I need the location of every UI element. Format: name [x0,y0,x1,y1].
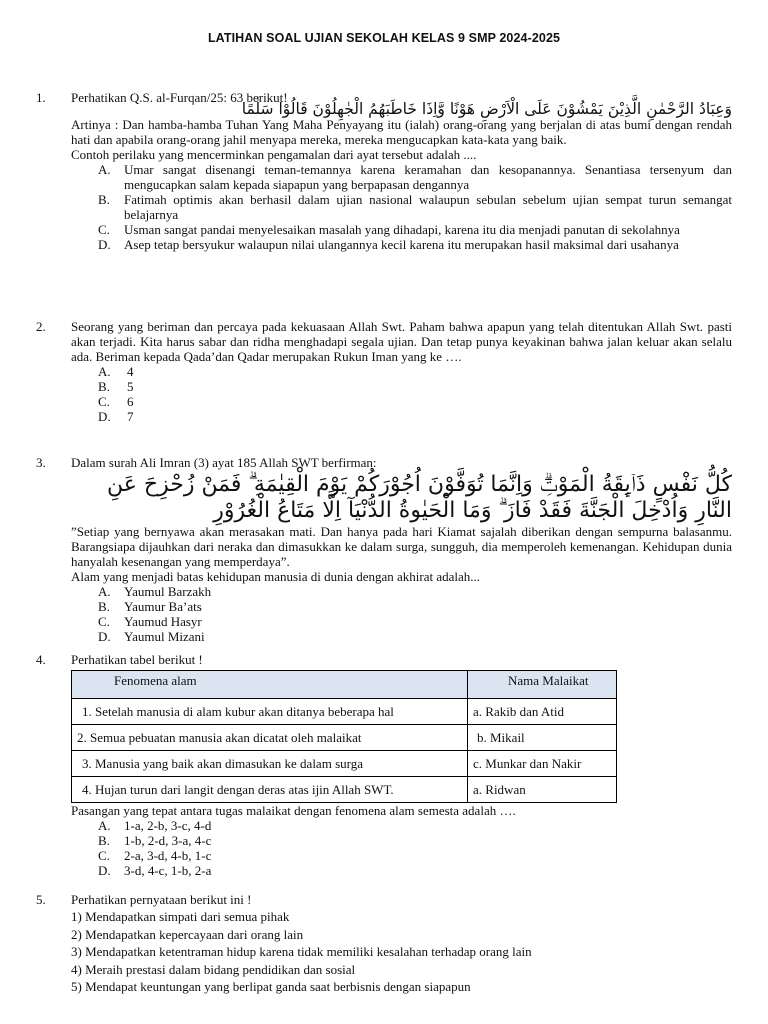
question-text: Seorang yang beriman dan percaya pada kekuasaan Allah Swt. Paham bahwa apapun yang telah ditentukan Allah Swt. pasti akan terjadi. Kita harus sabar dan ridha menghadapi segala ujian. Dan tetap punya keyakinan bahwa jalan keluar akan selalu ada. Beriman kepada Qada’dan Qadar merupakan Rukun Iman yang ke …. [71,319,732,364]
option-letter: C. [98,222,110,237]
verse-translation: ”Setiap yang bernyawa akan merasakan mati. Dan hanya pada hari Kiamat sajalah diberikan dengan sempurna balasanmu. Barangsiapa dijauhkan dari neraka dan dimasukkan ke dalam surga, sungguh, dia memperoleh kemenangan. Kehidupan dunia hanyalah kesenangan yang memperdaya”. [71,524,732,569]
option-letter: B. [98,833,110,848]
option-letter: B. [98,599,110,614]
table-row [72,751,617,777]
option-c[interactable] [71,848,732,863]
option-letter: C. [98,394,110,409]
option-c[interactable] [71,614,732,629]
statement-item: 1) Mendapatkan simpati dari semua pihak [71,909,290,924]
question-number: 5. [36,892,46,907]
option-letter: A. [98,364,111,379]
option-text: Umar sangat disenangi teman-temannya karena keramahan dan kesopanannya. Senantiasa tersenyum dan mengucapkan salam kepada siapapun yang berpapasan dengannya [124,162,732,192]
angel-table [71,670,617,803]
statement-item: 2) Mendapatkan kepercayaan dari orang lain [71,926,304,942]
statement-item: 4) Meraih prestasi dalam bidang pendidikan dan sosial [71,961,356,977]
option-letter: D. [98,863,111,878]
table-cell: 1. Setelah manusia di alam kubur akan ditanya beberapa hal [72,699,468,725]
option-b[interactable] [71,599,732,614]
table-cell: a. Ridwan [468,777,617,803]
option-b[interactable] [71,833,732,848]
option-text: 4 [127,364,134,379]
table-row [72,777,617,803]
table-header-row [72,671,617,699]
question-number: 1. [36,90,46,105]
table-cell: 2. Semua pebuatan manusia akan dicatat oleh malaikat [72,725,468,751]
table-cell: c. Munkar dan Nakir [468,751,617,777]
option-text: Asep tetap bersyukur walaupun nilai ulangannya kecil karena itu merupakan hasil maksimal dari usahanya [124,237,679,252]
option-text: Yaumur Ba’ats [124,599,202,614]
option-text: 1-a, 2-b, 3-c, 4-d [124,818,212,833]
option-text: Fatimah optimis akan berhasil dalam ujian nasional walaupun sebulan sebelum ujian sempat turun semangat belajarnya [124,192,732,222]
table-cell: 4. Hujan turun dari langit dengan deras atas ijin Allah SWT. [72,777,468,803]
option-text: 1-b, 2-d, 3-a, 4-c [124,833,212,848]
option-b[interactable] [71,192,732,222]
question-number: 2. [36,319,46,334]
option-letter: D. [98,237,111,252]
option-d[interactable] [71,629,732,644]
option-d[interactable] [71,409,732,424]
question-text: Alam yang menjadi batas kehidupan manusia di dunia dengan akhirat adalah... [71,569,481,584]
option-b[interactable] [71,379,732,394]
option-letter: D. [98,409,111,424]
option-a[interactable] [71,818,732,833]
table-cell: b. Mikail [468,725,617,751]
option-letter: C. [98,848,110,863]
option-d[interactable] [71,863,732,878]
question-intro: Perhatikan Q.S. al-Furqan/25: 63 berikut! [71,90,288,105]
option-text: Yaumul Barzakh [124,584,212,599]
table-header: Fenomena alam [72,671,468,699]
option-text: Yaumud Hasyr [124,614,202,629]
question-intro: Perhatikan tabel berikut ! [71,652,203,667]
statement-item: 3) Mendapatkan ketentraman hidup karena tidak memiliki kesalahan terhadap orang lain [71,944,532,959]
option-c[interactable] [71,222,732,237]
question-text: Contoh perilaku yang mencerminkan pengamalan dari ayat tersebut adalah .... [71,147,477,162]
option-letter: A. [98,584,111,599]
option-letter: D. [98,629,111,644]
page-title: LATIHAN SOAL UJIAN SEKOLAH KELAS 9 SMP 2024-2025 [207,31,561,45]
option-letter: B. [98,379,110,394]
option-text: Yaumul Mizani [124,629,205,644]
option-text: 5 [127,379,134,394]
table-header: Nama Malaikat [468,671,617,699]
option-a[interactable] [71,162,732,192]
arabic-verse: كُلُّ نَفْسٍ ذَاۤىِٕقَةُ الْمَوْتِۗ وَاِنَّمَا تُوَفَّوْنَ اُجُوْرَكُمْ يَوْمَ الْقِيٰمَةِ ۗ فَمَنْ زُحْزِحَ عَنِ النَّارِ وَاُدْخِلَ الْجَنَّةَ فَقَدْ فَازَ ۗ وَمَا الْحَيٰوةُ الدُّنْيَآ اِلَّا مَتَاعُ الْغُرُوْرِ [107,472,732,523]
question-text: Pasangan yang tepat antara tugas malaikat dengan fenomena alam semesta adalah …. [71,803,516,818]
option-letter: A. [98,162,111,177]
option-a[interactable] [71,364,732,379]
question-intro: Dalam surah Ali Imran (3) ayat 185 Allah SWT berfirman: [71,455,377,470]
option-d[interactable] [71,237,732,252]
option-text: 2-a, 3-d, 4-b, 1-c [124,848,212,863]
table-row [72,725,617,751]
table-row [72,699,617,725]
option-letter: A. [98,818,111,833]
option-c[interactable] [71,394,732,409]
arabic-verse: وَعِبَادُ الرَّحْمٰنِ الَّذِيْنَ يَمْشُوْنَ عَلَى الْاَرْضِ هَوْنًا وَّاِذَا خَاطَبَهُمُ الْجٰهِلُوْنَ قَالُوْا سَلٰمًا [241,100,732,118]
option-text: Usman sangat pandai menyelesaikan masalah yang dihadapi, karena itu dia menjadi panutan di sekolahnya [124,222,680,237]
option-text: 7 [127,409,134,424]
option-a[interactable] [71,584,732,599]
question-intro: Perhatikan pernyataan berikut ini ! [71,892,252,907]
option-letter: C. [98,614,110,629]
question-number: 4. [36,652,46,667]
option-text: 6 [127,394,134,409]
table-cell: a. Rakib dan Atid [468,699,617,725]
option-text: 3-d, 4-c, 1-b, 2-a [124,863,212,878]
table-cell: 3. Manusia yang baik akan dimasukan ke dalam surga [72,751,468,777]
option-letter: B. [98,192,110,207]
statement-list [71,908,732,996]
question-number: 3. [36,455,46,470]
statement-item: 5) Mendapat keuntungan yang berlipat ganda saat berbisnis dengan siapapun [71,979,471,994]
verse-translation: Artinya : Dan hamba-hamba Tuhan Yang Maha Penyayang itu (ialah) orang-orang yang berjalan di atas bumi dengan rendah hati dan apabila orang-orang jahil menyapa mereka, mereka mengucapkan kata-kata yang baik. [71,117,732,147]
